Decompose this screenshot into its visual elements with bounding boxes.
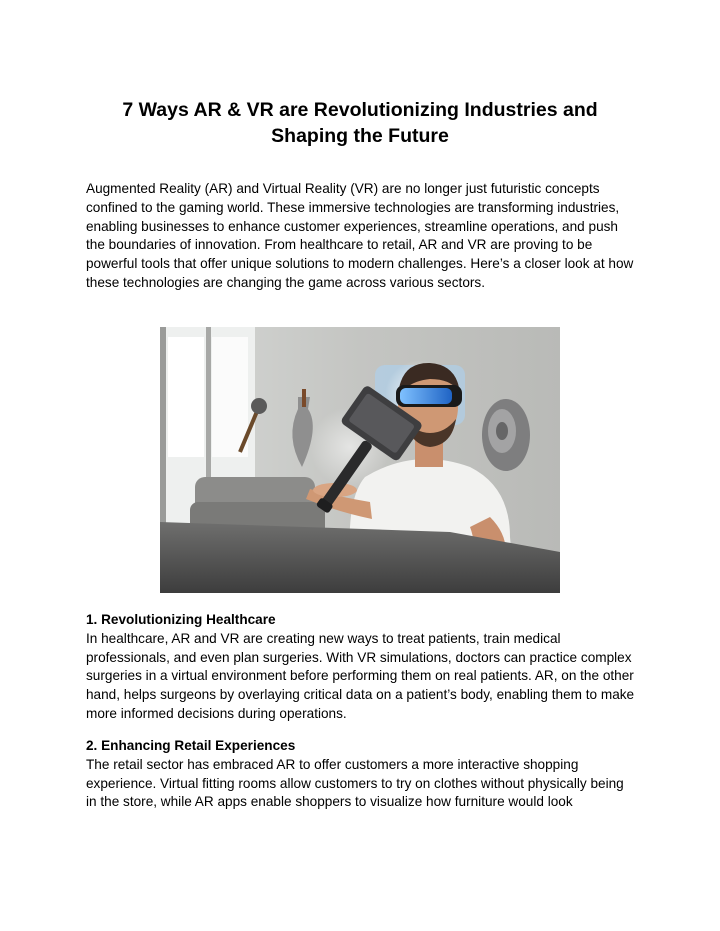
intro-paragraph: Augmented Reality (AR) and Virtual Reality (VR) are no longer just futuristic concepts confined to the gaming world. These immersive technologies are transforming industries, enabling businesses to enhance customer experiences, streamline operations, and push the boundaries of innovation. From healthcare to retail, AR and VR are proving to be powerful tools that offer unique solutions to modern challenges. Here’s a closer look at how these technologies are changing the game across various sectors. bbox=[86, 181, 634, 290]
section-body: In healthcare, AR and VR are creating new ways to treat patients, train medical professionals, and even plan surgeries. With VR simulations, doctors can practice complex surgeries in a virtual environment before performing them on real patients. AR, on the other hand, helps surgeons by overlaying critical data on a patient’s body, enabling them to make more informed decisions during operations. bbox=[86, 630, 635, 721]
section-body: The retail sector has embraced AR to offer customers a more interactive shopping experience. Virtual fitting rooms allow customers to try on clothes without physically being in the store, while AR apps enable shoppers to visualize how furniture would look bbox=[86, 756, 624, 810]
document-title: 7 Ways AR & VR are Revolutionizing Industries and Shaping the Future bbox=[122, 99, 598, 147]
section-healthcare bbox=[86, 611, 638, 724]
illustration-graphic bbox=[160, 327, 560, 593]
section-heading: 1. Revolutionizing Healthcare bbox=[86, 612, 276, 627]
section-heading: 2. Enhancing Retail Experiences bbox=[86, 738, 296, 753]
section-retail bbox=[86, 737, 638, 812]
ar-vr-illustration bbox=[160, 327, 560, 593]
